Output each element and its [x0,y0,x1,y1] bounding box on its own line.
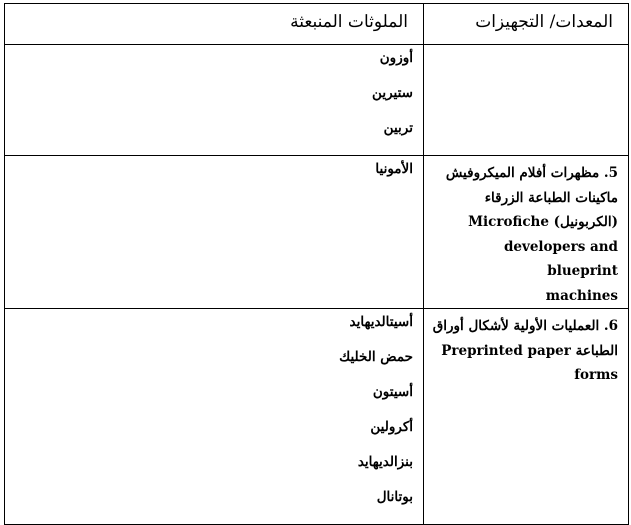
equipment-line: ماكينات الطباعة الزرقاء [484,189,618,206]
equipment-line: machines [545,287,618,304]
table-row [5,156,629,309]
equipment-line: developers and blueprint [503,238,618,279]
equipment-line: forms [574,367,618,383]
table-row [5,309,629,525]
pollutant-item: الأمونيا [375,161,413,177]
equipment-line: (الكربونيل) Microfiche [468,214,618,230]
pollutant-item: أسيتالديهايد [349,314,413,330]
emissions-table [4,3,629,525]
table-row [5,45,629,156]
pollutant-item: أكرولين [370,419,413,435]
pollutant-item: حمض الخليك [339,349,413,365]
pollutants-cell [5,309,424,525]
equipment-cell [424,309,629,525]
pollutant-item: أسيتون [372,384,413,400]
pollutant-item: بوتانال [376,489,413,505]
pollutant-item: ستيرين [372,85,413,101]
equipment-cell [424,45,629,156]
pollutant-item: أوزون [379,50,413,66]
equipment-line: 6. العمليات الأولية لأشكال أوراق [432,318,618,334]
pollutants-cell [5,45,424,156]
equipment-cell [424,156,629,309]
header-row [5,4,629,45]
equipment-line: الطباعة Preprinted paper [441,342,618,359]
pollutants-cell [5,156,424,309]
equipment-line: 5. مظهرات أفلام الميكروفيش [445,165,618,181]
header-equipment: المعدات/ التجهيزات [424,4,629,45]
header-emissions: الملوثات المنبعثة [5,4,424,45]
pollutant-item: بنزالديهايد [357,454,413,470]
pollutant-item: تربين [383,120,413,136]
